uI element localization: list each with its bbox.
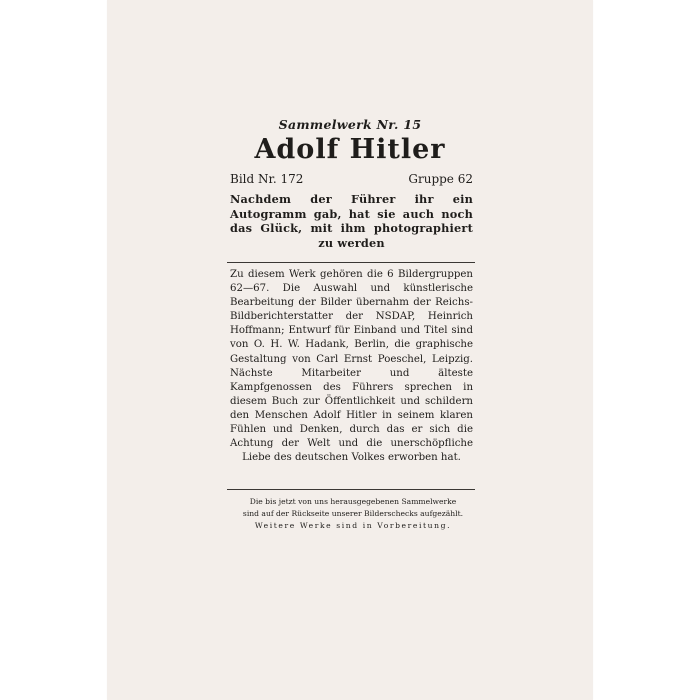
card-title: Adolf Hitler	[254, 134, 446, 165]
picture-caption: Nachdem der Führer ihr ein Autogramm gab, hat sie auch noch das Glück, mit ihm photographiert zu werden	[230, 192, 473, 250]
footnote	[230, 496, 476, 532]
footnote-line-3: Weitere Werke sind in Vorbereitung.	[254, 521, 452, 530]
collector-card-back	[107, 0, 593, 700]
footnote-line-2: sind auf der Rückseite unserer Bilderschecks aufgezählt.	[242, 509, 464, 518]
divider-bottom	[227, 489, 475, 490]
divider-top	[227, 262, 475, 263]
description-paragraph: Zu diesem Werk gehören die 6 Bildergruppen 62—67. Die Auswahl und künstlerische Bearbeitung der Bilder übernahm der Reichs-Bildberichterstatter der NSDAP, Heinrich Hoffmann; Entwurf für Einband und Titel sind von O. H. W. Hadank, Berlin, die graphische Gestaltung von Carl Ernst Poeschel, Leipzig. Nächste Mitarbeiter und älteste Kampfgenossen des Führers sprechen in diesem Buch zur Öffentlichkeit und schildern den Menschen Adolf Hitler in seinem klaren Fühlen und Denken, durch das er sich die Achtung der Welt und die unerschöpfliche Liebe des deutschen Volkes erworben hat.	[230, 269, 473, 464]
series-label: Sammelwerk Nr. 15	[278, 117, 422, 132]
footnote-line-1: Die bis jetzt von uns herausgegebenen Sammelwerke	[249, 497, 457, 506]
picture-number: Bild Nr. 172	[230, 172, 304, 186]
group-number: Gruppe 62	[408, 172, 473, 186]
